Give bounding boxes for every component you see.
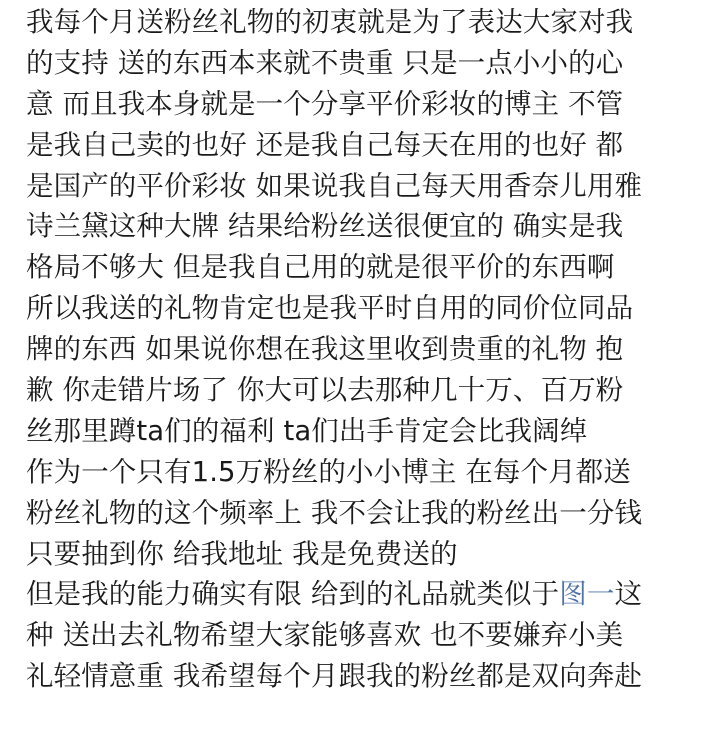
text-line: 诗兰黛这种大牌 结果给粉丝送很便宜的 确实是我	[26, 210, 624, 243]
text-line: 丝那里蹲ta们的福利 ta们出手肯定会比我阔绰	[26, 414, 588, 447]
text-line: 种 送出去礼物希望大家能够喜欢 也不要嫌弃小美	[26, 619, 624, 652]
text-segment: 但是我的能力确实有限 给到的礼品就类似于	[26, 578, 560, 611]
text-line: 歉 你走错片场了 你大可以去那种几十万、百万粉	[26, 374, 624, 407]
text-line: 的支持 送的东西本来就不贵重 只是一点小小的心	[26, 46, 624, 79]
text-line: 作为一个只有1.5万粉丝的小小博主 在每个月都送	[26, 455, 631, 488]
text-line: 牌的东西 如果说你想在我这里收到贵重的礼物 抱	[26, 333, 624, 366]
text-line: 所以我送的礼物肯定也是我平时自用的同价位同品	[26, 292, 634, 325]
text-line: 礼轻情意重 我希望每个月跟我的粉丝都是双向奔赴	[26, 660, 643, 693]
text-line: 意 而且我本身就是一个分享平价彩妆的博主 不管	[26, 87, 624, 120]
text-line: 格局不够大 但是我自己用的就是很平价的东西啊	[26, 251, 615, 284]
text-segment: 这	[614, 578, 643, 611]
text-line: 只要抽到你 给我地址 我是免费送的	[26, 537, 458, 570]
text-line: 是我自己卖的也好 还是我自己每天在用的也好 都	[26, 128, 624, 161]
text-line: 我每个月送粉丝礼物的初衷就是为了表达大家对我	[26, 6, 634, 38]
image-one-link[interactable]: 图一	[559, 578, 615, 611]
text-line: 是国产的平价彩妆 如果说我自己每天用香奈儿用雅	[26, 169, 643, 202]
text-line-with-link	[26, 574, 720, 615]
text-line: 粉丝礼物的这个频率上 我不会让我的粉丝出一分钱	[26, 496, 643, 529]
